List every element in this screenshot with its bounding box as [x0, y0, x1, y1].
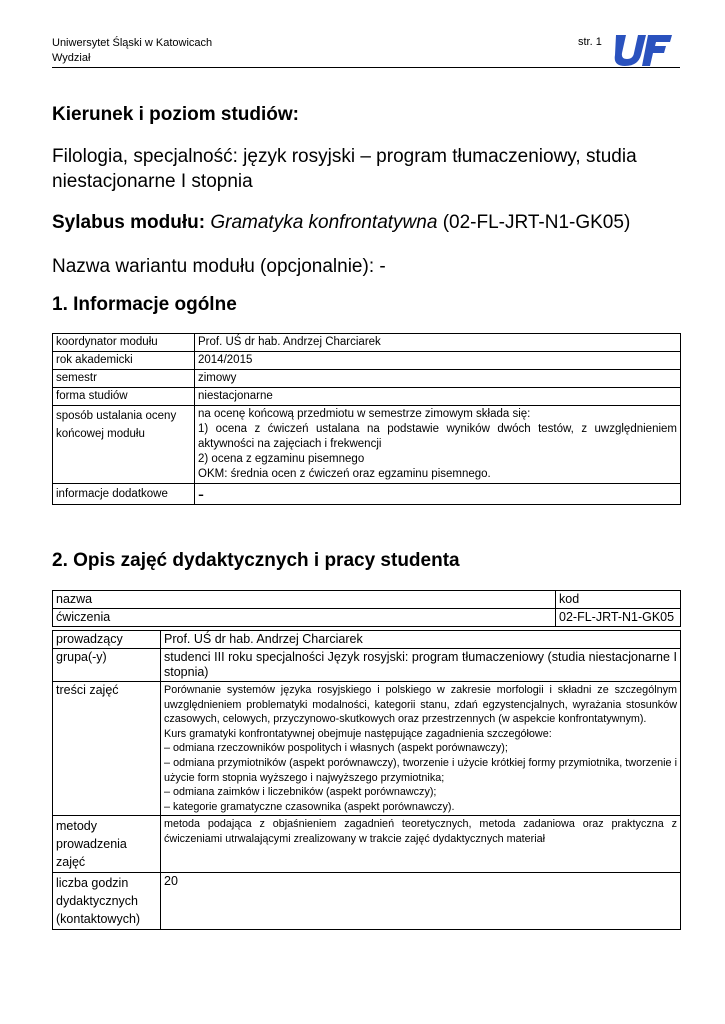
variant-name: Nazwa wariantu modułu (opcjonalnie): -: [52, 256, 386, 277]
table-row: [53, 484, 681, 505]
instructor-value: Prof. UŚ dr hab. Andrzej Charciarek: [161, 631, 681, 649]
grading-label: sposób ustalania oceny końcowej modułu: [53, 406, 195, 484]
content-line: – odmiana zaimków i liczebników (aspekt porównawczy);: [164, 786, 437, 799]
table-row: [53, 873, 681, 930]
methods-value: metoda podająca z objaśnieniem zagadnień teoretycznych, metoda zadaniowa oraz praktyczna z ćwiczeniami utrwalającymi zrealizowany w trakcie zajęć dydaktycznych materiał: [161, 816, 681, 873]
code-header: kod: [556, 591, 681, 609]
faculty-name: Wydział: [52, 52, 91, 64]
table-row: [53, 649, 681, 682]
table-row: [53, 352, 681, 370]
document-header: [52, 36, 212, 66]
university-logo-icon: [612, 33, 674, 67]
row-value: niestacjonarne: [195, 388, 681, 406]
group-label: grupa(-y): [53, 649, 161, 682]
row-label: semestr: [53, 370, 195, 388]
instructor-label: prowadzący: [53, 631, 161, 649]
course-type: ćwiczenia: [53, 609, 556, 627]
row-label: koordynator modułu: [53, 334, 195, 352]
content-line: – kategorie gramatyczne czasownika (aspekt porównawczy).: [164, 800, 455, 813]
course-details-table: [52, 630, 681, 930]
content-line: – odmiana rzeczowników pospolitych i własnych (aspekt porównawczy);: [164, 742, 508, 755]
grading-value: [195, 406, 681, 484]
table-row: [53, 631, 681, 649]
table-row: [53, 682, 681, 816]
extra-info-value: -: [195, 484, 681, 505]
table-row: [53, 591, 681, 609]
field-of-study: Filologia, specjalność: język rosyjski – program tłumaczeniowy, studia niestacjonarne I stopnia: [52, 146, 637, 192]
module-code: (02-FL-JRT-N1-GK05): [442, 212, 631, 233]
row-value: Prof. UŚ dr hab. Andrzej Charciarek: [195, 334, 681, 352]
table-row: [53, 388, 681, 406]
grading-line: 2) ocena z egzaminu pisemnego: [198, 453, 365, 465]
header-divider: [52, 67, 680, 68]
syllabus-label: Sylabus modułu:: [52, 212, 206, 233]
row-value: 2014/2015: [195, 352, 681, 370]
kierunek-heading: Kierunek i poziom studiów:: [52, 104, 300, 125]
module-name: Gramatyka konfrontatywna: [210, 212, 438, 233]
table-row: [53, 334, 681, 352]
table-row: [53, 609, 681, 627]
content-value: [161, 682, 681, 816]
extra-info-label: informacje dodatkowe: [53, 484, 195, 505]
hours-value: 20: [161, 873, 681, 930]
page-number: str. 1: [578, 36, 602, 48]
content-line: Kurs gramatyki konfrontatywnej obejmuje następujące zagadnienia szczegółowe:: [164, 727, 552, 740]
content-label: treści zajęć: [53, 682, 161, 816]
group-value: studenci III roku specjalności Język rosyjski: program tłumaczeniowy (studia niestacjonarne I stopnia): [161, 649, 681, 682]
course-code: 02-FL-JRT-N1-GK05: [556, 609, 681, 627]
grading-line: na ocenę końcową przedmiotu w semestrze zimowym składa się:: [198, 408, 531, 420]
grading-line: OKM: średnia ocen z ćwiczeń oraz egzaminu pisemnego.: [198, 468, 491, 480]
university-name: Uniwersytet Śląski w Katowicach: [52, 37, 213, 49]
course-name-table: [52, 590, 681, 627]
general-info-table: [52, 333, 681, 505]
row-label: rok akademicki: [53, 352, 195, 370]
content-line: Porównanie systemów języka rosyjskiego i polskiego w zakresie morfologii i składni ze szczególnym uwzględnieniem problematyki modalności, kategorii stanu, zdań egzystencjalnych, wyrażania stosunków czasowych, celowych, przyczynowo-skutkowych oraz przestrzennych (w aspekcie konfrontatywnym).: [164, 684, 677, 726]
table-row: [53, 406, 681, 484]
content-line: – odmiana przymiotników (aspekt porównawczy), tworzenie i użycie krótkiej formy przymiotnika, tworzenie i użycie form stopnia wyższego i najwyższego przymiotnika;: [164, 756, 677, 784]
methods-label: metody prowadzenia zajęć: [53, 816, 161, 873]
grading-line: 1) ocena z ćwiczeń ustalana na podstawie wyników dwóch testów, z uwzględnieniem aktywności na zajęciach i frekwencji: [198, 423, 677, 450]
table-row: [53, 816, 681, 873]
section1-heading: 1. Informacje ogólne: [52, 294, 237, 315]
hours-label: liczba godzin dydaktycznych (kontaktowych): [53, 873, 161, 930]
syllabus-title: [52, 210, 630, 235]
row-value: zimowy: [195, 370, 681, 388]
name-header: nazwa: [53, 591, 556, 609]
section2-heading: 2. Opis zajęć dydaktycznych i pracy studenta: [52, 550, 460, 571]
table-row: [53, 370, 681, 388]
row-label: forma studiów: [53, 388, 195, 406]
